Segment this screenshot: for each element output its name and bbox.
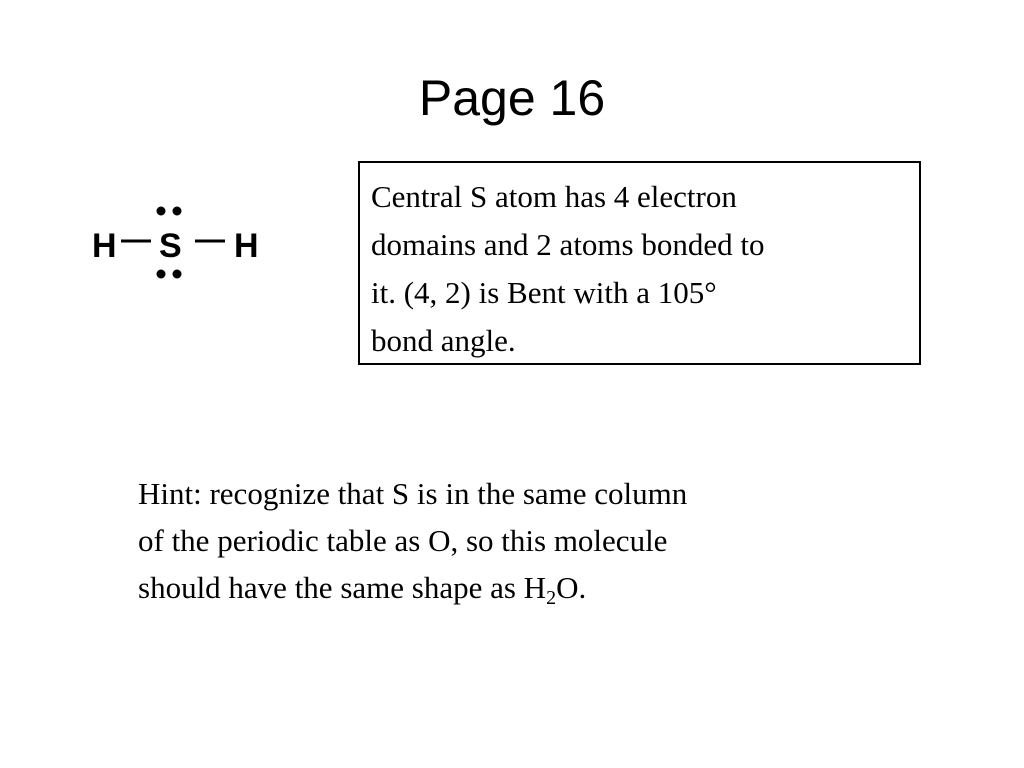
- hint-line: of the periodic table as O, so this molecule: [138, 523, 668, 558]
- info-box-line: it. (4, 2) is Bent with a 105°: [371, 275, 717, 310]
- lone-pair-bottom-electron-2: [173, 270, 182, 279]
- formula-subscript: 2: [546, 587, 557, 609]
- slide-title: Page 16: [418, 70, 606, 126]
- hint-paragraph: [138, 470, 898, 611]
- info-box-line: Central S atom has 4 electron: [371, 179, 737, 214]
- hint-line-suffix: O.: [556, 570, 587, 605]
- hint-line-formula: [138, 564, 898, 611]
- info-box-line: domains and 2 atoms bonded to: [371, 227, 765, 262]
- right-hydrogen-atom: H: [234, 227, 259, 265]
- hint-line-prefix: should have the same shape as H: [138, 570, 547, 605]
- molecular-geometry-info-box: [358, 161, 921, 365]
- lewis-structure-h2s: [88, 196, 278, 291]
- central-sulfur-atom: S: [159, 227, 182, 265]
- lewis-structure-diagram: [88, 196, 278, 291]
- info-box-line: bond angle.: [371, 323, 516, 358]
- left-hydrogen-atom: H: [92, 227, 117, 265]
- hint-line: Hint: recognize that S is in the same column: [138, 476, 688, 511]
- lone-pair-bottom-electron-1: [157, 270, 166, 279]
- lone-pair-top-electron-2: [173, 207, 182, 216]
- lone-pair-top-electron-1: [157, 207, 166, 216]
